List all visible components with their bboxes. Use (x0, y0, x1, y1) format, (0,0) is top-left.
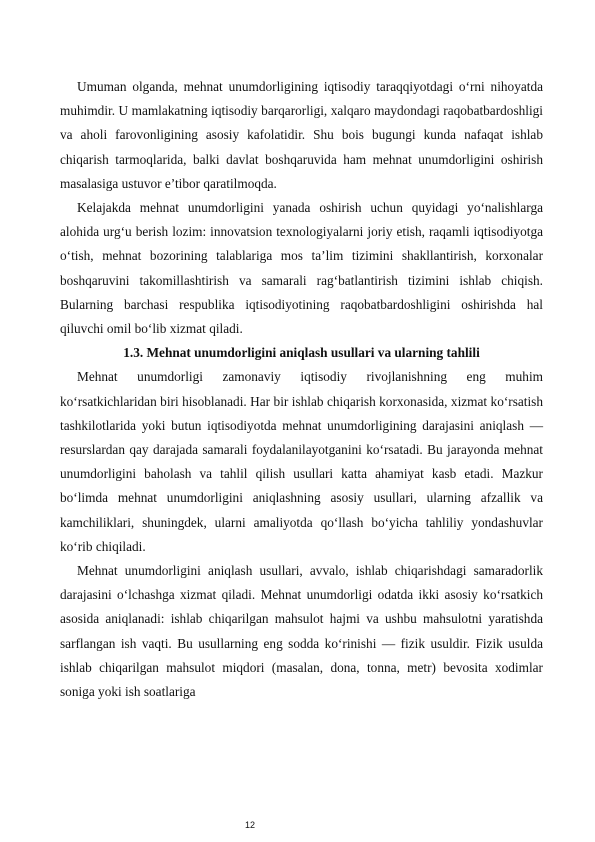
paragraph-3: Mehnat unumdorligi zamonaviy iqtisodiy rivojlanishning eng muhim ko‘rsatkichlaridan biri hisoblanadi. Har bir ishlab chiqarish korxonasida, xizmat ko‘rsatish tashkilotlarida yoki butun iqtisodiyotda mehnat unumdorligining darajasini aniqlash — resurslardan qay darajada samarali foydalanilayotganini ko‘rsatadi. Bu jarayonda mehnat unumdorligini baholash va tahlil qilish usullari katta ahamiyat kasb etadi. Mazkur bo‘limda mehnat unumdorligini aniqlashning asosiy usullari, ularning afzallik va kamchiliklari, shuningdek, ularni amaliyotda qo‘llash bo‘yicha tahliliy yondashuvlar ko‘rib chiqiladi. (60, 369, 543, 554)
paragraph-2: Kelajakda mehnat unumdorligini yanada oshirish uchun quyidagi yo‘nalishlarga alohida urg‘u berish lozim: innovatsion texnologiyalarni joriy etish, raqamli iqtisodiyotga o‘tish, mehnat bozorining talablariga mos ta’lim tizimini shakllantirish, korxonalar boshqaruvini takomillashtirish va samarali rag‘batlantirish tizimini ishlab chiqish. Bularning barchasi respublika iqtisodiyotining raqobatbardoshligini oshirishda hal qiluvchi omil bo‘lib xizmat qiladi. (60, 200, 543, 337)
paragraph-4: Mehnat unumdorligini aniqlash usullari, avvalo, ishlab chiqarishdagi samaradorlik darajasini o‘lchashga xizmat qiladi. Mehnat unumdorligi odatda ikki asosiy ko‘rsatkich asosida aniqlanadi: ishlab chiqarilgan mahsulot hajmi va ushbu mahsulotni yaratishda sarflangan ish vaqti. Bu usullarning eng sodda ko‘rinishi — fizik usuldir. Fizik usulda ishlab chiqarilgan mahsulot miqdori (masalan, dona, tonna, metr) bevosita xodimlar soniga yoki ish soatlariga (60, 563, 543, 700)
section-heading: 1.3. Mehnat unumdorligini aniqlash usullari va ularning tahlili (123, 345, 480, 361)
document-page (60, 75, 543, 704)
paragraph-1: Umuman olganda, mehnat unumdorligining iqtisodiy taraqqiyotdagi o‘rni nihoyatda muhimdir. U mamlakatning iqtisodiy barqarorligi, xalqaro maydondagi raqobatbardoshligi va aholi farovonligining asosiy kafolatidir. Shu bois bugungi kunda nafaqat ishlab chiqarish tarmoqlarida, balki davlat boshqaruvida ham mehnat unumdorligini oshirish masalasiga ustuvor e’tibor qaratilmoqda. (60, 79, 543, 191)
page-number: 12 (245, 820, 256, 830)
